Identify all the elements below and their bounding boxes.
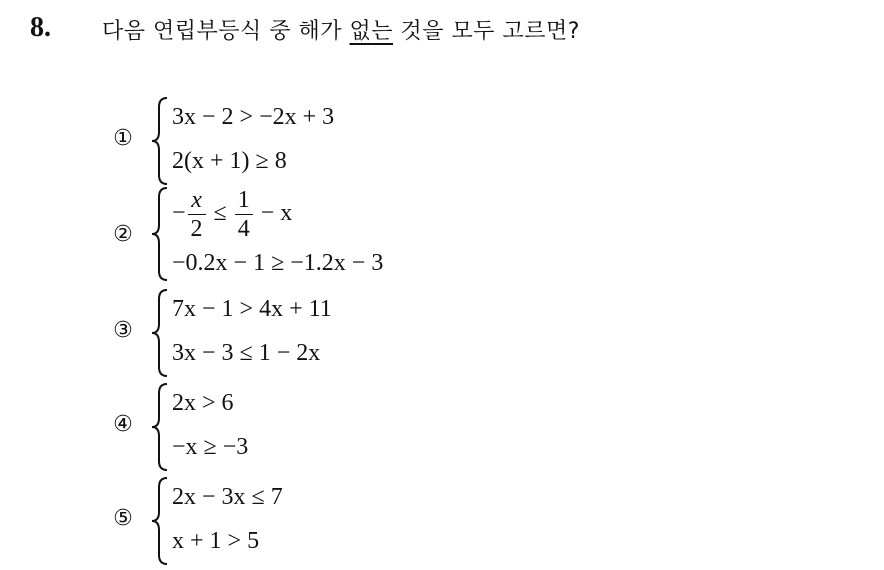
inequality-line-2: 3x − 3 ≤ 1 − 2x bbox=[172, 340, 321, 366]
left-brace-icon bbox=[148, 186, 170, 282]
question-text-after: 것을 모두 고르면? bbox=[393, 19, 580, 44]
choice-marker: ③ bbox=[113, 318, 133, 343]
inequality-line-2: −0.2x − 1 ≥ −1.2x − 3 bbox=[172, 250, 384, 276]
inequality-line-1 bbox=[172, 188, 292, 241]
inequality-line-1: 7x − 1 > 4x + 11 bbox=[172, 296, 332, 322]
choice-3 bbox=[108, 288, 528, 378]
inequality-line-1: 2x > 6 bbox=[172, 390, 234, 416]
inequality-line-2: x + 1 > 5 bbox=[172, 528, 260, 554]
choice-2 bbox=[108, 186, 528, 282]
choice-1 bbox=[108, 96, 528, 186]
question-text bbox=[102, 14, 580, 45]
inequality-line-2: 2(x + 1) ≥ 8 bbox=[172, 148, 287, 174]
choice-marker: ⑤ bbox=[113, 506, 133, 531]
left-brace-icon bbox=[148, 382, 170, 472]
fraction-denominator: 2 bbox=[190, 216, 203, 242]
choice-4 bbox=[108, 382, 528, 472]
fraction-denominator: 4 bbox=[237, 216, 250, 242]
inequality-line-1: 3x − 2 > −2x + 3 bbox=[172, 104, 335, 130]
fraction-numerator: 1 bbox=[235, 188, 253, 215]
inequality-line-2: −x ≥ −3 bbox=[172, 434, 249, 460]
minus-sign: − bbox=[172, 200, 186, 227]
inequality-line-1: 2x − 3x ≤ 7 bbox=[172, 484, 283, 510]
fraction-numerator: x bbox=[188, 188, 206, 215]
left-brace-icon bbox=[148, 476, 170, 566]
question-number: 8. bbox=[30, 12, 51, 43]
fraction-1-over-4 bbox=[235, 188, 253, 241]
left-brace-icon bbox=[148, 96, 170, 186]
choice-marker: ④ bbox=[113, 412, 133, 437]
fraction-x-over-2 bbox=[188, 188, 206, 241]
left-brace-icon bbox=[148, 288, 170, 378]
choice-marker: ② bbox=[113, 222, 133, 247]
question-text-underlined: 없는 bbox=[349, 19, 394, 44]
question-text-before: 다음 연립부등식 중 해가 bbox=[102, 19, 350, 44]
relation-sign: ≤ bbox=[213, 200, 227, 227]
choice-5 bbox=[108, 476, 528, 566]
choice-marker: ① bbox=[113, 126, 133, 151]
expression-tail: − x bbox=[260, 200, 293, 227]
